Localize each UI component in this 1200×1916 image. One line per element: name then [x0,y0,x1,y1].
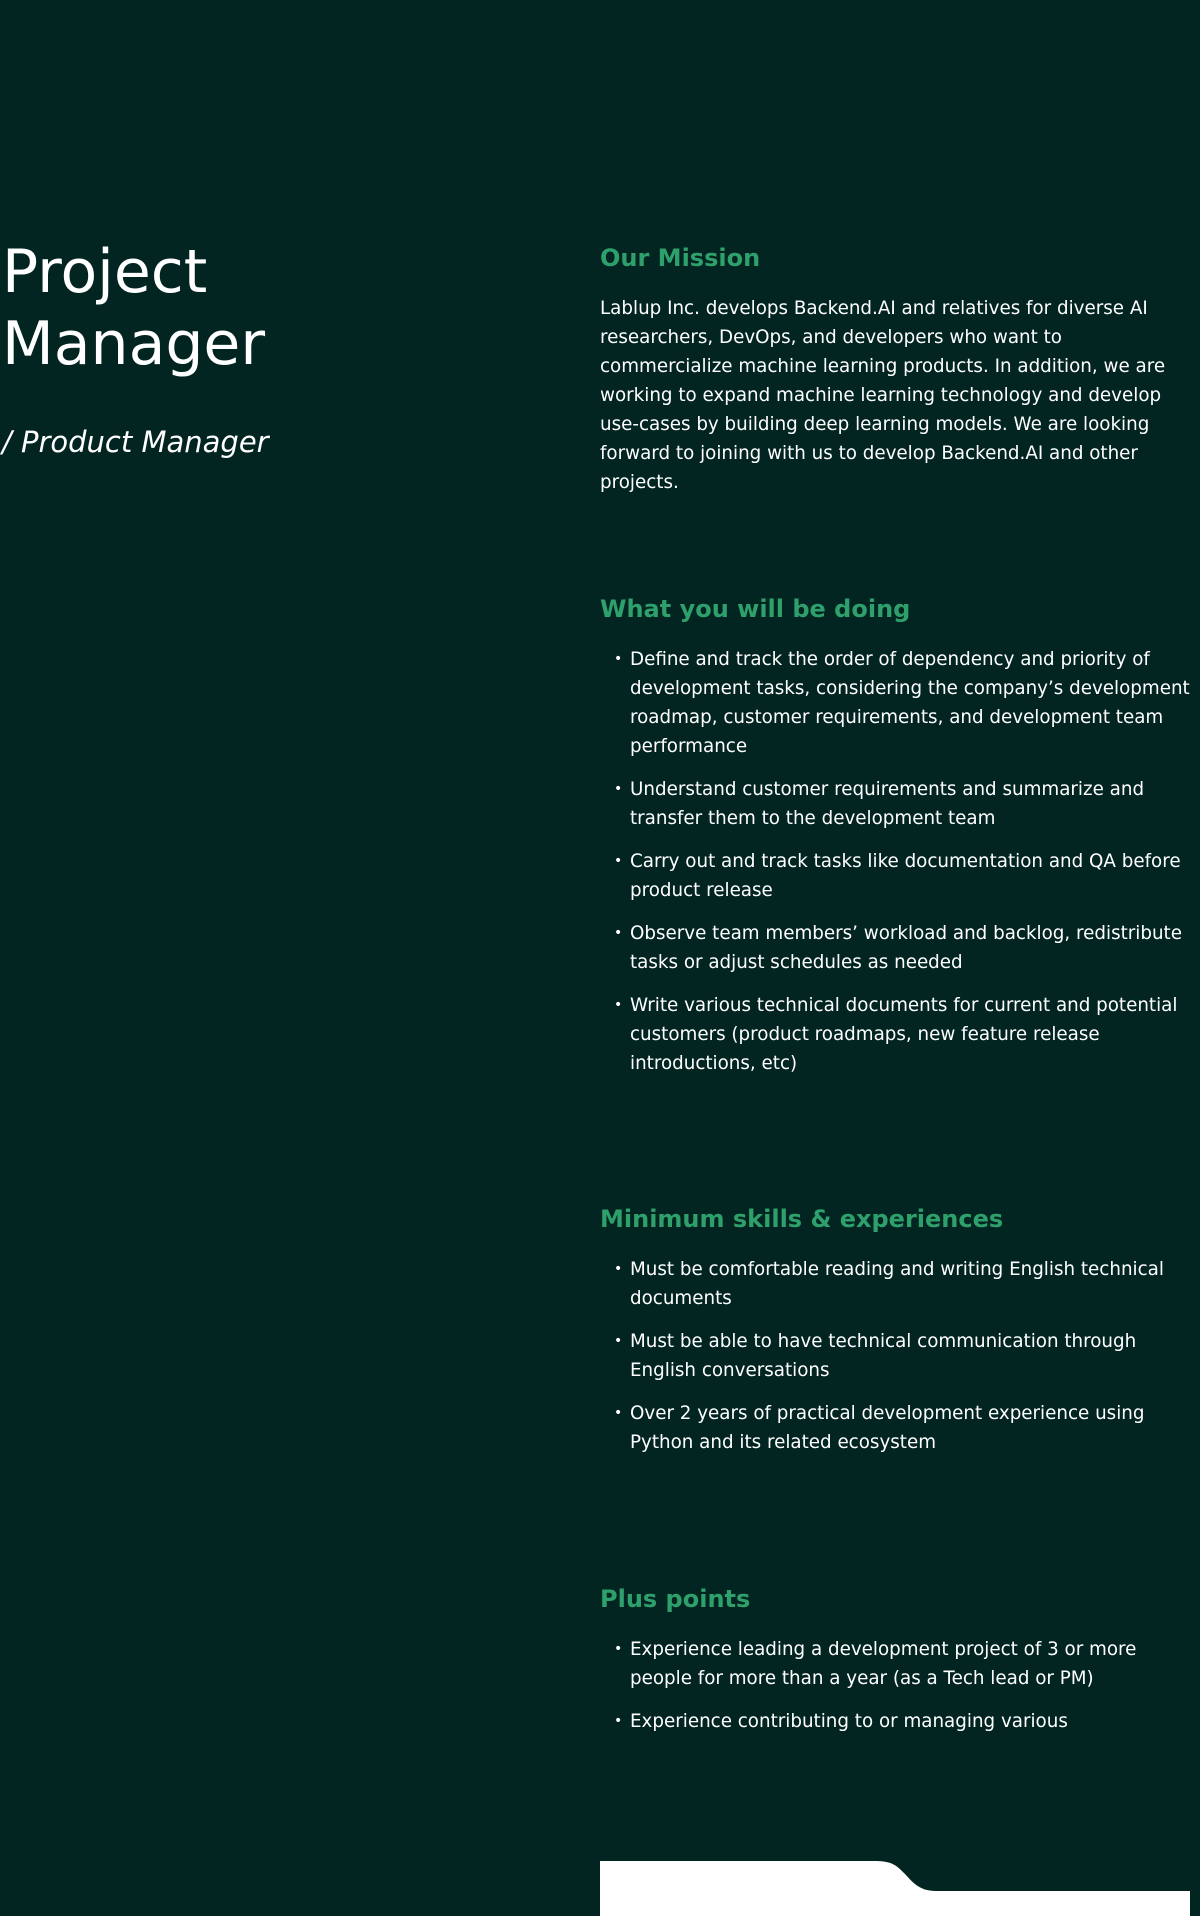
bullet-icon: • [614,1261,623,1277]
section-heading: What you will be doing [600,595,911,623]
section-responsibilities [600,593,1200,1092]
responsibilities-list [600,645,1200,1078]
list-item-text: Experience contributing to or managing various [630,1711,1068,1732]
list-item [614,847,1200,905]
job-subtitle: / Product Manager [2,425,269,459]
list-item-text: Define and track the order of dependency and priority of development tasks, considering the company’s development roadmap, customer requirements, and development team performance [630,649,1190,757]
bullet-icon: • [614,853,623,869]
minimum-skills-list [600,1255,1200,1457]
bullet-icon: • [614,925,623,941]
list-item [614,991,1200,1078]
bullet-icon: • [614,997,623,1013]
list-item [614,1635,1200,1693]
bullet-icon: • [614,1333,623,1349]
list-item-text: Must be able to have technical communication through English conversations [630,1331,1137,1381]
plus-points-list [600,1635,1200,1736]
list-item [614,1327,1200,1385]
list-item-text: Must be comfortable reading and writing English technical documents [630,1259,1164,1309]
bullet-icon: • [614,1641,623,1657]
list-item-text: Write various technical documents for current and potential customers (product roadmaps, new feature release introductions, etc) [630,995,1178,1074]
list-item [614,1255,1200,1313]
list-item [614,919,1200,977]
list-item [614,645,1200,761]
list-item-text: Experience leading a development project of 3 or more people for more than a year (as a Tech lead or PM) [630,1639,1137,1689]
bullet-icon: • [614,651,623,667]
bullet-icon: • [614,1713,623,1729]
section-heading: Our Mission [600,244,761,272]
list-item [614,1707,1200,1736]
apply-card-shape [600,1861,1190,1916]
section-our-mission [600,242,1200,497]
list-item-text: Over 2 years of practical development experience using Python and its related ecosystem [630,1403,1145,1453]
list-item-text: Understand customer requirements and summarize and transfer them to the development team [630,779,1145,829]
section-heading: Plus points [600,1585,751,1613]
job-title: Project Manager [2,237,265,379]
section-heading: Minimum skills & experiences [600,1205,1004,1233]
list-item-text: Observe team members’ workload and backlog, redistribute tasks or adjust schedules as needed [630,923,1182,973]
list-item [614,775,1200,833]
section-plus-points [600,1583,1200,1750]
section-minimum-skills [600,1203,1200,1471]
list-item [614,1399,1200,1457]
list-item-text: Carry out and track tasks like documentation and QA before product release [630,851,1181,901]
bullet-icon: • [614,781,623,797]
mission-paragraph: Lablup Inc. develops Backend.AI and relatives for diverse AI researchers, DevOps, and developers who want to commercialize machine learning products. In addition, we are working to expand machine learning technology and develop use-cases by building deep learning models. We are looking forward to joining with us to develop Backend.AI and other projects. [600,298,1166,493]
bullet-icon: • [614,1405,623,1421]
